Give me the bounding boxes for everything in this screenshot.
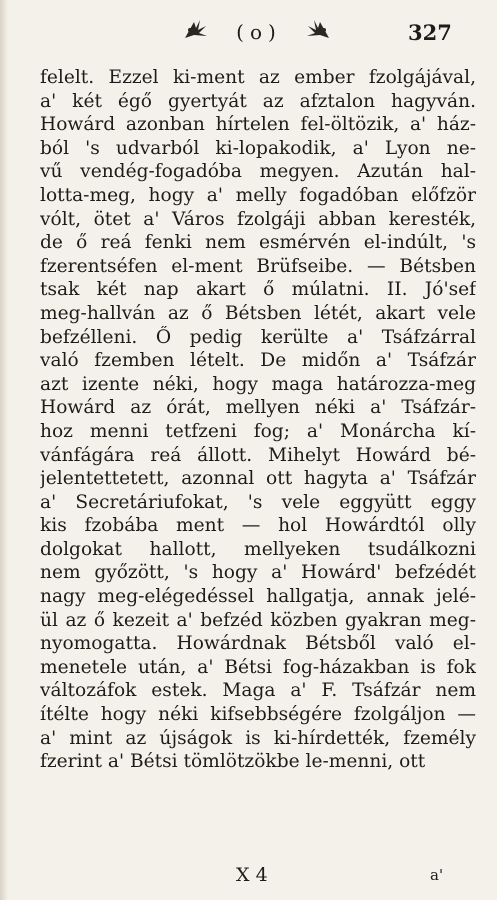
running-header bbox=[0, 14, 497, 54]
signature-mark: (o) bbox=[236, 20, 282, 44]
page-footer bbox=[0, 864, 497, 894]
page-number: 327 bbox=[408, 20, 452, 45]
text-line: a' két égő gyertyát az afztalon hagyván. bbox=[40, 90, 476, 112]
text-line: nem győzött, 's hogy a' Howárd' befzédét bbox=[40, 562, 476, 584]
text-line: de ő reá fenki nem esmérvén el-indúlt, 's bbox=[40, 232, 476, 254]
text-line: a' mint az újságok is ki-hírdették, fzemély bbox=[40, 727, 476, 749]
text-line: Howárd az órát, mellyen néki a' Tsáfzár- bbox=[40, 397, 476, 419]
text-line: menetele után, a' Bétsi fog-házakban is fok bbox=[40, 656, 476, 678]
text-line: befzélleni. Ő pedig kerülte a' Tsáfzárral bbox=[40, 326, 476, 348]
text-line: vánfágára reá állott. Mihelyt Howárd bé- bbox=[40, 444, 476, 466]
text-line: tsak két nap akart ő múlatni. II. Jó'sef bbox=[40, 279, 476, 301]
page-gutter-shadow bbox=[0, 0, 8, 900]
text-line: hoz menni tetfzeni fog; a' Monárcha kí- bbox=[40, 420, 476, 442]
text-line: fzerint a' Bétsi tömlötzökbe le-menni, ott bbox=[40, 751, 426, 773]
catchword: a' bbox=[430, 866, 444, 884]
text-line: jelentettetett, azonnal ott hagyta a' Tsáfzár bbox=[40, 468, 476, 490]
gathering-signature: X 4 bbox=[236, 864, 268, 886]
text-line: nagy meg-elégedéssel hallgatja, annak jelé- bbox=[40, 586, 476, 608]
text-line: ítélte hogy néki kifsebbségére fzolgáljon — bbox=[40, 704, 476, 726]
body-text bbox=[40, 66, 476, 774]
text-line: való fzemben lételt. De midőn a' Tsáfzár bbox=[40, 350, 476, 372]
text-line: Howárd azonban hírtelen fel-öltözik, a' ház- bbox=[40, 114, 476, 136]
text-line: ból 's udvarból ki-lopakodik, a' Lyon ne- bbox=[40, 137, 476, 159]
text-line: felelt. Ezzel ki-ment az ember fzolgájával, bbox=[40, 67, 476, 88]
text-line: nyomogatta. Howárdnak Bétsből való el- bbox=[40, 633, 476, 655]
text-line: vólt, ötet a' Város fzolgáji abban keresték, bbox=[40, 208, 476, 230]
text-line: kis fzobába ment — hol Howárdtól olly bbox=[40, 515, 476, 537]
text-line: változáfok estek. Maga a' F. Tsáfzár nem bbox=[40, 680, 476, 702]
text-line: vű vendég-fogadóba megyen. Azután hal- bbox=[40, 161, 476, 183]
text-line: fzerentséfen el-ment Brüfseibe. — Bétsben bbox=[40, 255, 476, 277]
floral-ornament-icon bbox=[182, 16, 210, 42]
floral-ornament-icon bbox=[304, 16, 332, 42]
text-line: meg-hallván az ő Bétsben létét, akart vele bbox=[40, 302, 476, 324]
text-line: ül az ő kezeit a' befzéd közben gyakran meg- bbox=[40, 609, 476, 631]
text-line: lotta-meg, hogy a' melly fogadóban előfzör bbox=[40, 184, 476, 206]
text-line: a' Secretáriufokat, 's vele eggyütt eggy bbox=[40, 491, 476, 513]
text-line: azt izente néki, hogy maga határozza-meg bbox=[40, 373, 476, 395]
text-line: dolgokat hallott, mellyeken tsudálkozni bbox=[40, 538, 476, 560]
